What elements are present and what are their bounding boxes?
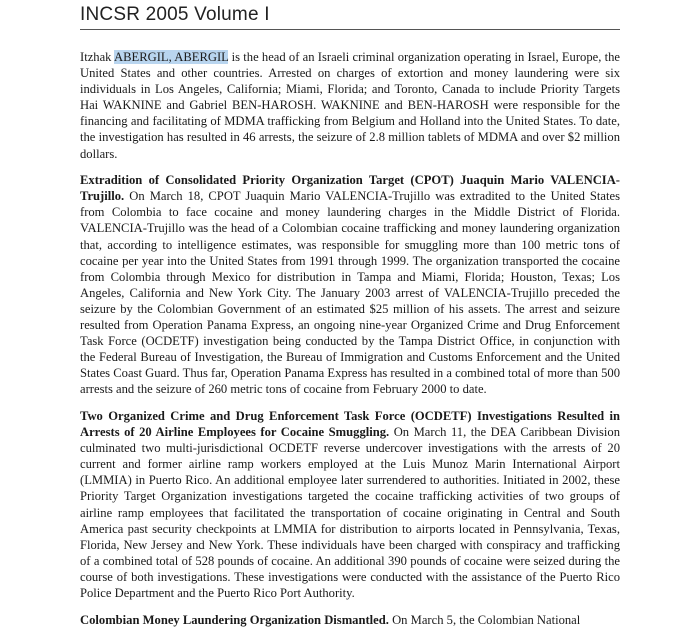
selected-text-highlight[interactable]: ABERGIL, ABERGIL (114, 50, 229, 64)
paragraph-colombian-money (80, 612, 620, 628)
page-header: INCSR 2005 Volume I (80, 4, 620, 30)
document-body (80, 49, 620, 638)
paragraph-heading: Two Organized Crime and Drug Enforcement Task Force (OCDETF) Investigations Resulted in Arrests of 20 Airline Employees for Cocaine Smuggling. (80, 408, 620, 440)
paragraph-heading: Extradition of Consolidated Priority Organization Target (CPOT) Juaquin Mario VALENCIA-Trujillo. (80, 173, 620, 204)
paragraph-heading: Colombian Money Laundering Organization Dismantled. (80, 612, 389, 627)
paragraph-text: On March 18, CPOT Juaquin Mario VALENCIA-Trujillo was extradited to the United States from Colombia to face cocaine and money laundering charges in the Middle District of Florida. VALENCIA-Trujillo was the head of a Colombian cocaine trafficking and money laundering organization that, according to intelligence estimates, was responsible for smuggling more than 100 metric tons of cocaine per year into the United States from 1991 through 1999. The organization transported the cocaine from Colombia through Mexico for distribution in Tampa and Miami, Florida; Houston, Texas; Los Angeles, California and New York City. The January 2003 arrest of VALENCIA-Trujillo preceded the seizure by the Colombian Government of an estimated $25 million of his assets. The arrest and seizure resulted from Operation Panama Express, an ongoing nine-year Organized Crime and Drug Enforcement Task Force (OCDETF) investigation being conducted by the Tampa District Office, in conjunction with the Federal Bureau of Investigation, the Bureau of Immigration and Customs Enforcement and the United States Coast Guard. Thus far, Operation Panama Express has resulted in a combined total of more than 500 arrests and the seizure of 260 metric tons of cocaine from February 2000 to date. (80, 189, 620, 397)
paragraph-text: On March 11, the DEA Caribbean Division culminated two multi-jurisdictional OCDETF reverse undercover investigations with the arrests of 20 current and former airline ramp workers employed at the Luis Munoz Marin International Airport (LMMIA) in Puerto Rico. An additional employee later surrendered to authorities. Initiated in 2002, these Priority Target Organization investigations targeted the cocaine trafficking activities of two groups of airline ramp employees that facilitated the transportation of cocaine originating in Central and South America past security checkpoints at LMMIA for distribution to airports located in Pennsylvania, Texas, Florida, New Jersey and New York. These individuals have been charged with conspiracy and trafficking of a combined total of 528 pounds of cocaine. An additional 390 pounds of cocaine were seized during the course of both investigations. These investigations were conducted with the assistance of the Puerto Rico Police Department and the Puerto Rico Port Authority. (80, 425, 620, 600)
paragraph-abergil (80, 49, 620, 162)
paragraph-ocdetf (80, 408, 620, 601)
paragraph-text: On March 5, the Colombian National (388, 612, 581, 627)
paragraph-text: is the head of an Israeli criminal organization operating in Israel, Europe, the United States and other countries. Arrested on charges of extortion and money laundering were six individuals in Los Angeles, California; Miami, Florida; and Toronto, Canada to include Priority Targets Hai WAKNINE and Gabriel BEN-HAROSH. WAKNINE and BEN-HAROSH were responsible for the financing and facilitating of MDMA trafficking from Belgium and Holland into the United States. To date, the investigation has resulted in 46 arrests, the seizure of 2.8 million tablets of MDMA and over $2 million dollars. (80, 50, 620, 161)
paragraph-valencia (80, 172, 620, 397)
paragraph-prefix: Itzhak (80, 50, 115, 64)
